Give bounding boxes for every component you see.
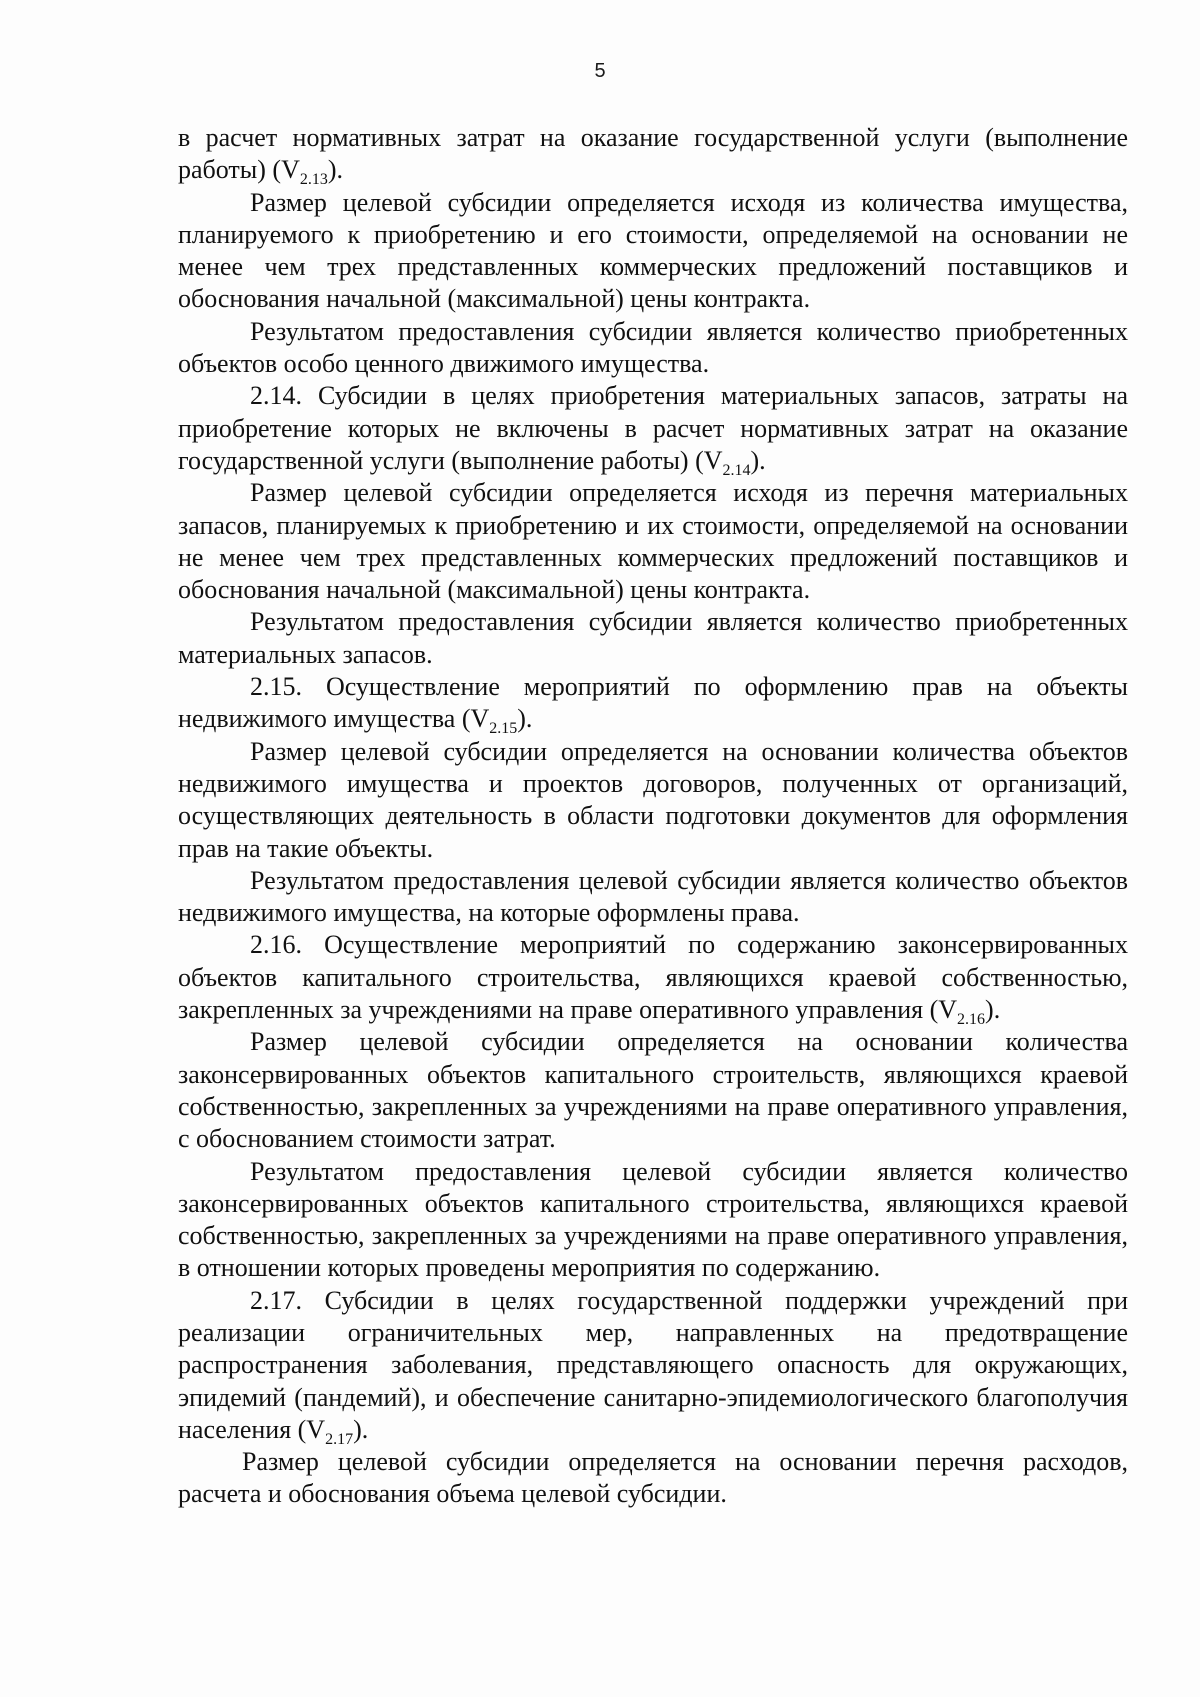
text-run: Результатом предоставления субсидии является количество приобретенных объектов особо ценного движимого имущества.	[178, 316, 1128, 379]
text-run: 2.14. Субсидии в целях приобретения материальных запасов, затраты на приобретение которых не включены в расчет нормативных затрат на оказание государственной услуги (выполнение работы) (V	[178, 381, 1128, 475]
paragraph-2-17	[178, 1285, 1128, 1449]
body-text	[178, 122, 1128, 1511]
text-run: ).	[517, 704, 533, 734]
paragraph-result-materials	[178, 606, 1128, 671]
text-run: Результатом предоставления целевой субсидии является количество объектов недвижимого имущества, на которые оформлены права.	[178, 865, 1128, 928]
text-run: Размер целевой субсидии определяется на основании количества законсервированных объектов капитального строительств, являющихся краевой собственностью, закрепленных за учреждениями на праве оперативного управления, с обоснованием стоимости затрат.	[178, 1027, 1128, 1154]
paragraph-size-conserved	[178, 1026, 1128, 1155]
paragraph-result-property	[178, 316, 1128, 381]
subscript-index: 2.15	[489, 720, 518, 738]
paragraph-continuation	[178, 122, 1128, 187]
subscript-index: 2.16	[957, 1011, 986, 1029]
text-run: Размер целевой субсидии определяется исходя из перечня материальных запасов, планируемых к приобретению и их стоимости, определяемой на основании не менее чем трех представленных коммерческих предложений поставщиков и обоснования начальной (максимальной) цены контракта.	[178, 478, 1128, 605]
paragraph-size-epidemic	[178, 1446, 1128, 1511]
text-run: 2.17. Субсидии в целях государственной поддержки учреждений при реализации ограничительных мер, направленных на предотвращение распространения заболевания, представляющего опасность для окружающих, эпидемий (пандемий), и обеспечение санитарно-эпидемиологического благополучия населения (V	[178, 1285, 1128, 1444]
subscript-index: 2.13	[299, 171, 328, 189]
paragraph-2-14	[178, 380, 1128, 480]
page-number: 5	[594, 60, 606, 82]
paragraph-size-real-estate	[178, 736, 1128, 865]
text-run: ).	[327, 155, 344, 185]
text-run: 2.16. Осуществление мероприятий по содержанию законсервированных объектов капитального строительства, являющихся краевой собственностью, закрепленных за учреждениями на праве оперативного управления (V	[178, 930, 1128, 1025]
subscript-index: 2.14	[722, 462, 751, 480]
text-run: ).	[985, 995, 1001, 1025]
paragraph-2-16	[178, 929, 1128, 1029]
text-run: Размер целевой субсидии определяется на основании перечня расходов, расчета и обоснования объема целевой субсидии.	[178, 1447, 1128, 1509]
text-run: в расчет нормативных затрат на оказание государственной услуги (выполнение работы) (V	[178, 123, 1128, 185]
text-run: Размер целевой субсидии определяется исходя из количества имущества, планируемого к приобретению и его стоимости, определяемой на основании не менее чем трех представленных коммерческих предложений поставщиков и обоснования начальной (максимальной) цены контракта.	[178, 187, 1128, 314]
paragraph-result-conserved	[178, 1156, 1128, 1285]
paragraph-size-property	[178, 187, 1128, 316]
paragraph-2-15	[178, 671, 1128, 736]
text-run: Результатом предоставления целевой субсидии является количество законсервированных объектов капитального строительства, являющихся краевой собственностью, закрепленных за учреждениями на праве оперативного управления, в отношении которых проведены мероприятия по содержанию.	[178, 1156, 1128, 1283]
text-run: 2.15. Осуществление мероприятий по оформлению прав на объекты недвижимого имущества (V	[178, 672, 1128, 734]
text-run: Результатом предоставления субсидии является количество приобретенных материальных запасов.	[178, 607, 1128, 669]
text-run: ).	[353, 1414, 369, 1444]
subscript-index: 2.17	[325, 1431, 354, 1449]
text-run: Размер целевой субсидии определяется на основании количества объектов недвижимого имущества и проектов договоров, полученных от организаций, осуществляющих деятельность в области подготовки документов для оформления прав на такие объекты.	[178, 736, 1128, 863]
paragraph-size-materials	[178, 477, 1128, 606]
paragraph-result-real-estate	[178, 865, 1128, 930]
text-run: ).	[750, 445, 766, 475]
